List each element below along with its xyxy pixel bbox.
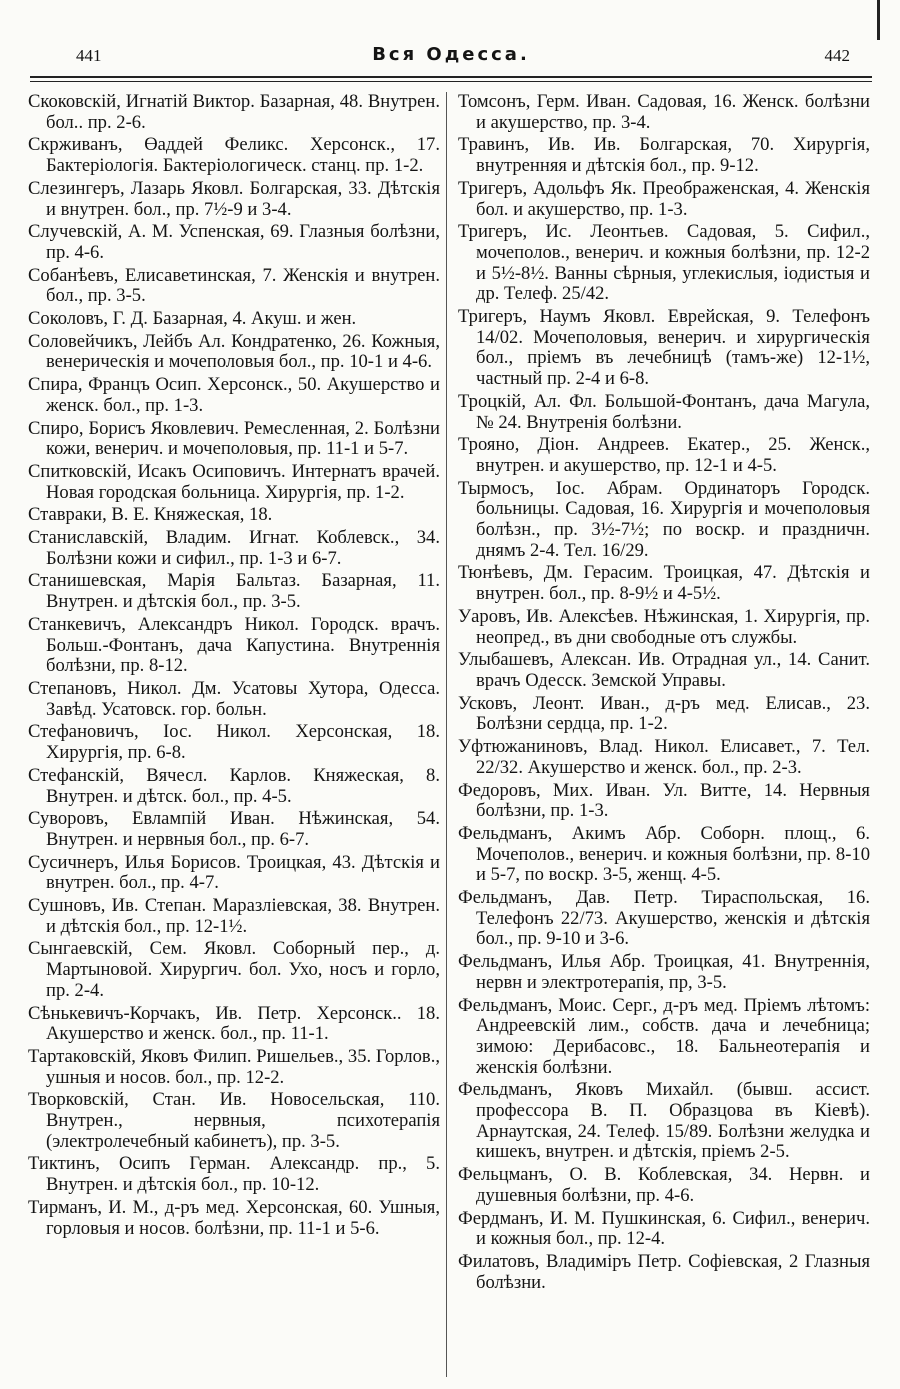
directory-entry: Спитковскій, Исакъ Осиповичъ. Интернатъ врачей. Новая городская больница. Хирургія, пр. 1-2. bbox=[28, 460, 440, 503]
header-rule-thick bbox=[30, 76, 872, 78]
directory-entry: Станиславскій, Владим. Игнат. Коблевск., 34. Болѣзни кожи и сифил., пр. 1-3 и 6-7. bbox=[28, 527, 440, 569]
directory-entry: Стефановичъ, Іос. Никол. Херсонская, 18. Хирургія, пр. 6-8. bbox=[28, 721, 440, 764]
directory-entry: Филатовъ, Владиміръ Петр. Софіевская, 2 Глазныя болѣзни. bbox=[458, 1250, 870, 1293]
directory-entry: Степановъ, Никол. Дм. Усатовы Хутора, Одесса. Завѣд. Усатовск. гор. больн. bbox=[28, 677, 440, 720]
directory-entry: Станкевичъ, Александръ Никол. Городск. врачъ. Больш.-Фонтанъ, дача Капустина. Внутреннія болѣзни, пр. 8-12. bbox=[28, 613, 440, 677]
directory-entry: Тартаковскій, Яковъ Филип. Ришельев., 35. Горлов., ушныя и носов. бол., пр. 12-2. bbox=[28, 1045, 440, 1088]
page-number-right: 442 bbox=[824, 46, 850, 65]
page-number-left: 441 bbox=[76, 46, 102, 65]
directory-entry: Творковскій, Стан. Ив. Новосельская, 110. Внутрен., нервныя, психотерапія (электролечебный кабинетъ), пр. 3-5. bbox=[28, 1089, 440, 1152]
directory-entry: Слезингеръ, Лазарь Яковл. Болгарская, 33. Дѣтскія и внутрен. бол., пр. 7½-9 и 3-4. bbox=[28, 177, 440, 220]
directory-entry: Тюнѣевъ, Дм. Герасим. Троицкая, 47. Дѣтскія и внутрен. бол., пр. 8-9½ и 4-5½. bbox=[458, 562, 870, 605]
directory-entry: Тырмосъ, Іос. Абрам. Ординаторъ Городск. больницы. Садовая, 16. Хирургія и мочеполовыя болѣзн., пр. 3½-7½; по воскр. и праздничн. днямъ 2-4. Тел. 16/29. bbox=[458, 477, 870, 561]
directory-entry: Соловейчикъ, Лейбъ Ал. Кондратенко, 26. Кожныя, венерическія и мочеполовыя бол., пр. 10-1 и 4-6. bbox=[28, 330, 440, 373]
directory-entry: Соколовъ, Г. Д. Базарная, 4. Акуш. и жен. bbox=[28, 308, 357, 330]
directory-entry: Фельдманъ, Илья Абр. Троицкая, 41. Внутреннія, нервн и электротерапія, пр, 3-5. bbox=[458, 951, 870, 993]
directory-entry: Спиро, Борисъ Яковлевич. Ремесленная, 2. Болѣзни кожи, венерич. и мочеполовыя, пр. 11-1 и 5-7. bbox=[28, 417, 440, 460]
directory-entry: Троцкій, Ал. Фл. Большой-Фонтанъ, дача Магула, № 24. Внутренія болѣзни. bbox=[458, 390, 870, 433]
directory-entry: Спира, Францъ Осип. Херсонск., 50. Акушерство и женск. бол., пр. 1-3. bbox=[28, 374, 440, 416]
directory-entry: Стефанскій, Вячесл. Карлов. Княжеская, 8. Внутрен. и дѣтск. бол., пр. 4-5. bbox=[28, 764, 440, 807]
directory-entry: Фердманъ, И. М. Пушкинская, 6. Сифил., венерич. и кожныя бол., пр. 12-4. bbox=[458, 1207, 870, 1250]
directory-entry: Скрживанъ, Өаддей Феликс. Херсонск., 17. Бактеріологія. Бактеріологическ. станц. пр. 1-2. bbox=[28, 134, 440, 177]
header-rule-thin bbox=[30, 81, 872, 82]
page-edge-mark bbox=[877, 0, 880, 40]
directory-entry: Фельдманъ, Дав. Петр. Тираспольская, 16. Телефонъ 22/73. Акушерство, женскія и дѣтскія бол., пр. 9-10 и 3-6. bbox=[458, 887, 870, 950]
running-title: Вся Одесса. bbox=[372, 44, 530, 65]
directory-entry: Ставраки, В. Е. Княжеская, 18. bbox=[28, 504, 273, 526]
left-column bbox=[28, 92, 447, 1377]
directory-entry: Тригеръ, Адольфъ Як. Преображенская, 4. Женскія бол. и акушерство, пр. 1-3. bbox=[458, 177, 870, 220]
directory-entry: Тиктинъ, Осипъ Герман. Александр. пр., 5. Внутрен. и дѣтскія бол., пр. 10-12. bbox=[28, 1153, 440, 1196]
directory-entry: Федоровъ, Мих. Иван. Ул. Витте, 14. Нервныя болѣзни, пр. 1-3. bbox=[458, 779, 870, 822]
directory-entry: Фельцманъ, О. В. Коблевская, 34. Нервн. и душевныя болѣзни, пр. 4-6. bbox=[458, 1164, 870, 1206]
directory-entry: Сусичнеръ, Илья Борисов. Троицкая, 43. Дѣтскія и внутрен. бол., пр. 4-7. bbox=[28, 851, 440, 894]
directory-entry: Суворовъ, Евлампій Иван. Нѣжинская, 54. Внутрен. и нервныя бол., пр. 6-7. bbox=[28, 808, 440, 850]
directory-entry: Фельдманъ, Акимъ Абр. Соборн. площ., 6. Мочеполов., венерич. и кожныя болѣзни, пр. 8-10 и 5-7, по воскр. 3-5, женщ. 4-5. bbox=[458, 822, 870, 886]
directory-entry: Сынгаевскій, Сем. Яковл. Соборный пер., д. Мартыновой. Хирургич. бол. Ухо, носъ и горло, пр. 2-4. bbox=[28, 938, 440, 1001]
directory-entry: Тригеръ, Наумъ Яковл. Еврейская, 9. Телефонъ 14/02. Мочеполовыя, венерич. и хирургическія бол., пріемъ въ лечебницѣ (тамъ-же) 12-1½, частный пр. 2-4 и 6-8. bbox=[458, 306, 870, 390]
directory-entry: Фельдманъ, Моис. Серг., д-ръ мед. Пріемъ лѣтомъ: Андреевскій лим., собств. дача и лечебница; зимою: Дерибасовс., 18. Бальнеотерапія и женскія болѣзни. bbox=[458, 994, 870, 1078]
directory-entry: Случевскій, А. М. Успенская, 69. Глазныя болѣзни, пр. 4-6. bbox=[28, 221, 440, 263]
directory-entry: Уфтюжаниновъ, Влад. Никол. Елисавет., 7. Тел. 22/32. Акушерство и женск. бол., пр. 2-3. bbox=[458, 736, 870, 778]
directory-entry: Сушновъ, Ив. Степан. Маразліевская, 38. Внутрен. и дѣтскія бол., пр. 12-1½. bbox=[28, 895, 440, 937]
page-header bbox=[30, 40, 872, 76]
directory-entry: Фельдманъ, Яковъ Михайл. (бывш. ассист. профессора В. П. Образцова въ Кіевѣ). Арнаутская, 24. Телеф. 15/89. Болѣзни желудка и кишекъ, внутрен. и дѣтскія, пріемъ 2-5. bbox=[458, 1079, 870, 1163]
right-column bbox=[458, 92, 870, 1295]
directory-entry: Улыбашевъ, Алексан. Ив. Отрадная ул., 14. Санит. врачъ Одесск. Земской Управы. bbox=[458, 649, 870, 691]
directory-entry: Тирманъ, И. М., д-ръ мед. Херсонская, 60. Ушныя, горловыя и носов. болѣзни, пр. 11-1 и 5-6. bbox=[28, 1196, 440, 1239]
directory-entry: Сѣнькевичъ-Корчакъ, Ив. Петр. Херсонск.. 18. Акушерство и женск. бол., пр. 11-1. bbox=[28, 1002, 440, 1045]
directory-entry: Трояно, Діон. Андреев. Екатер., 25. Женск., внутрен. и акушерство, пр. 12-1 и 4-5. bbox=[458, 434, 870, 476]
directory-entry: Томсонъ, Герм. Иван. Садовая, 16. Женск. болѣзни и акушерство, пр. 3-4. bbox=[458, 91, 870, 133]
directory-entry: Усковъ, Леонт. Иван., д-ръ мед. Елисав., 23. Болѣзни сердца, пр. 1-2. bbox=[458, 692, 870, 735]
directory-entry: Собанѣевъ, Елисаветинская, 7. Женскія и внутрен. бол., пр. 3-5. bbox=[28, 264, 440, 307]
directory-entry: Станишевская, Марія Бальтаз. Базарная, 11. Внутрен. и дѣтскія бол., пр. 3-5. bbox=[28, 570, 440, 613]
directory-entry: Уаровъ, Ив. Алексѣев. Нѣжинская, 1. Хирургія, пр. неопред., въ дни свободные отъ службы. bbox=[458, 605, 870, 648]
directory-entry: Скоковскій, Игнатій Виктор. Базарная, 48. Внутрен. бол.. пр. 2-6. bbox=[28, 91, 440, 133]
directory-entry: Тригеръ, Ис. Леонтьев. Садовая, 5. Сифил., мочеполов., венерич. и кожныя болѣзни, пр. 12-2 и 5½-8½. Ванны сѣрныя, углекислыя, іодистыя и др. Телеф. 25/42. bbox=[458, 221, 870, 305]
directory-entry: Травинъ, Ив. Ив. Болгарская, 70. Хирургія, внутренняя и дѣтскія бол., пр. 9-12. bbox=[458, 134, 870, 177]
